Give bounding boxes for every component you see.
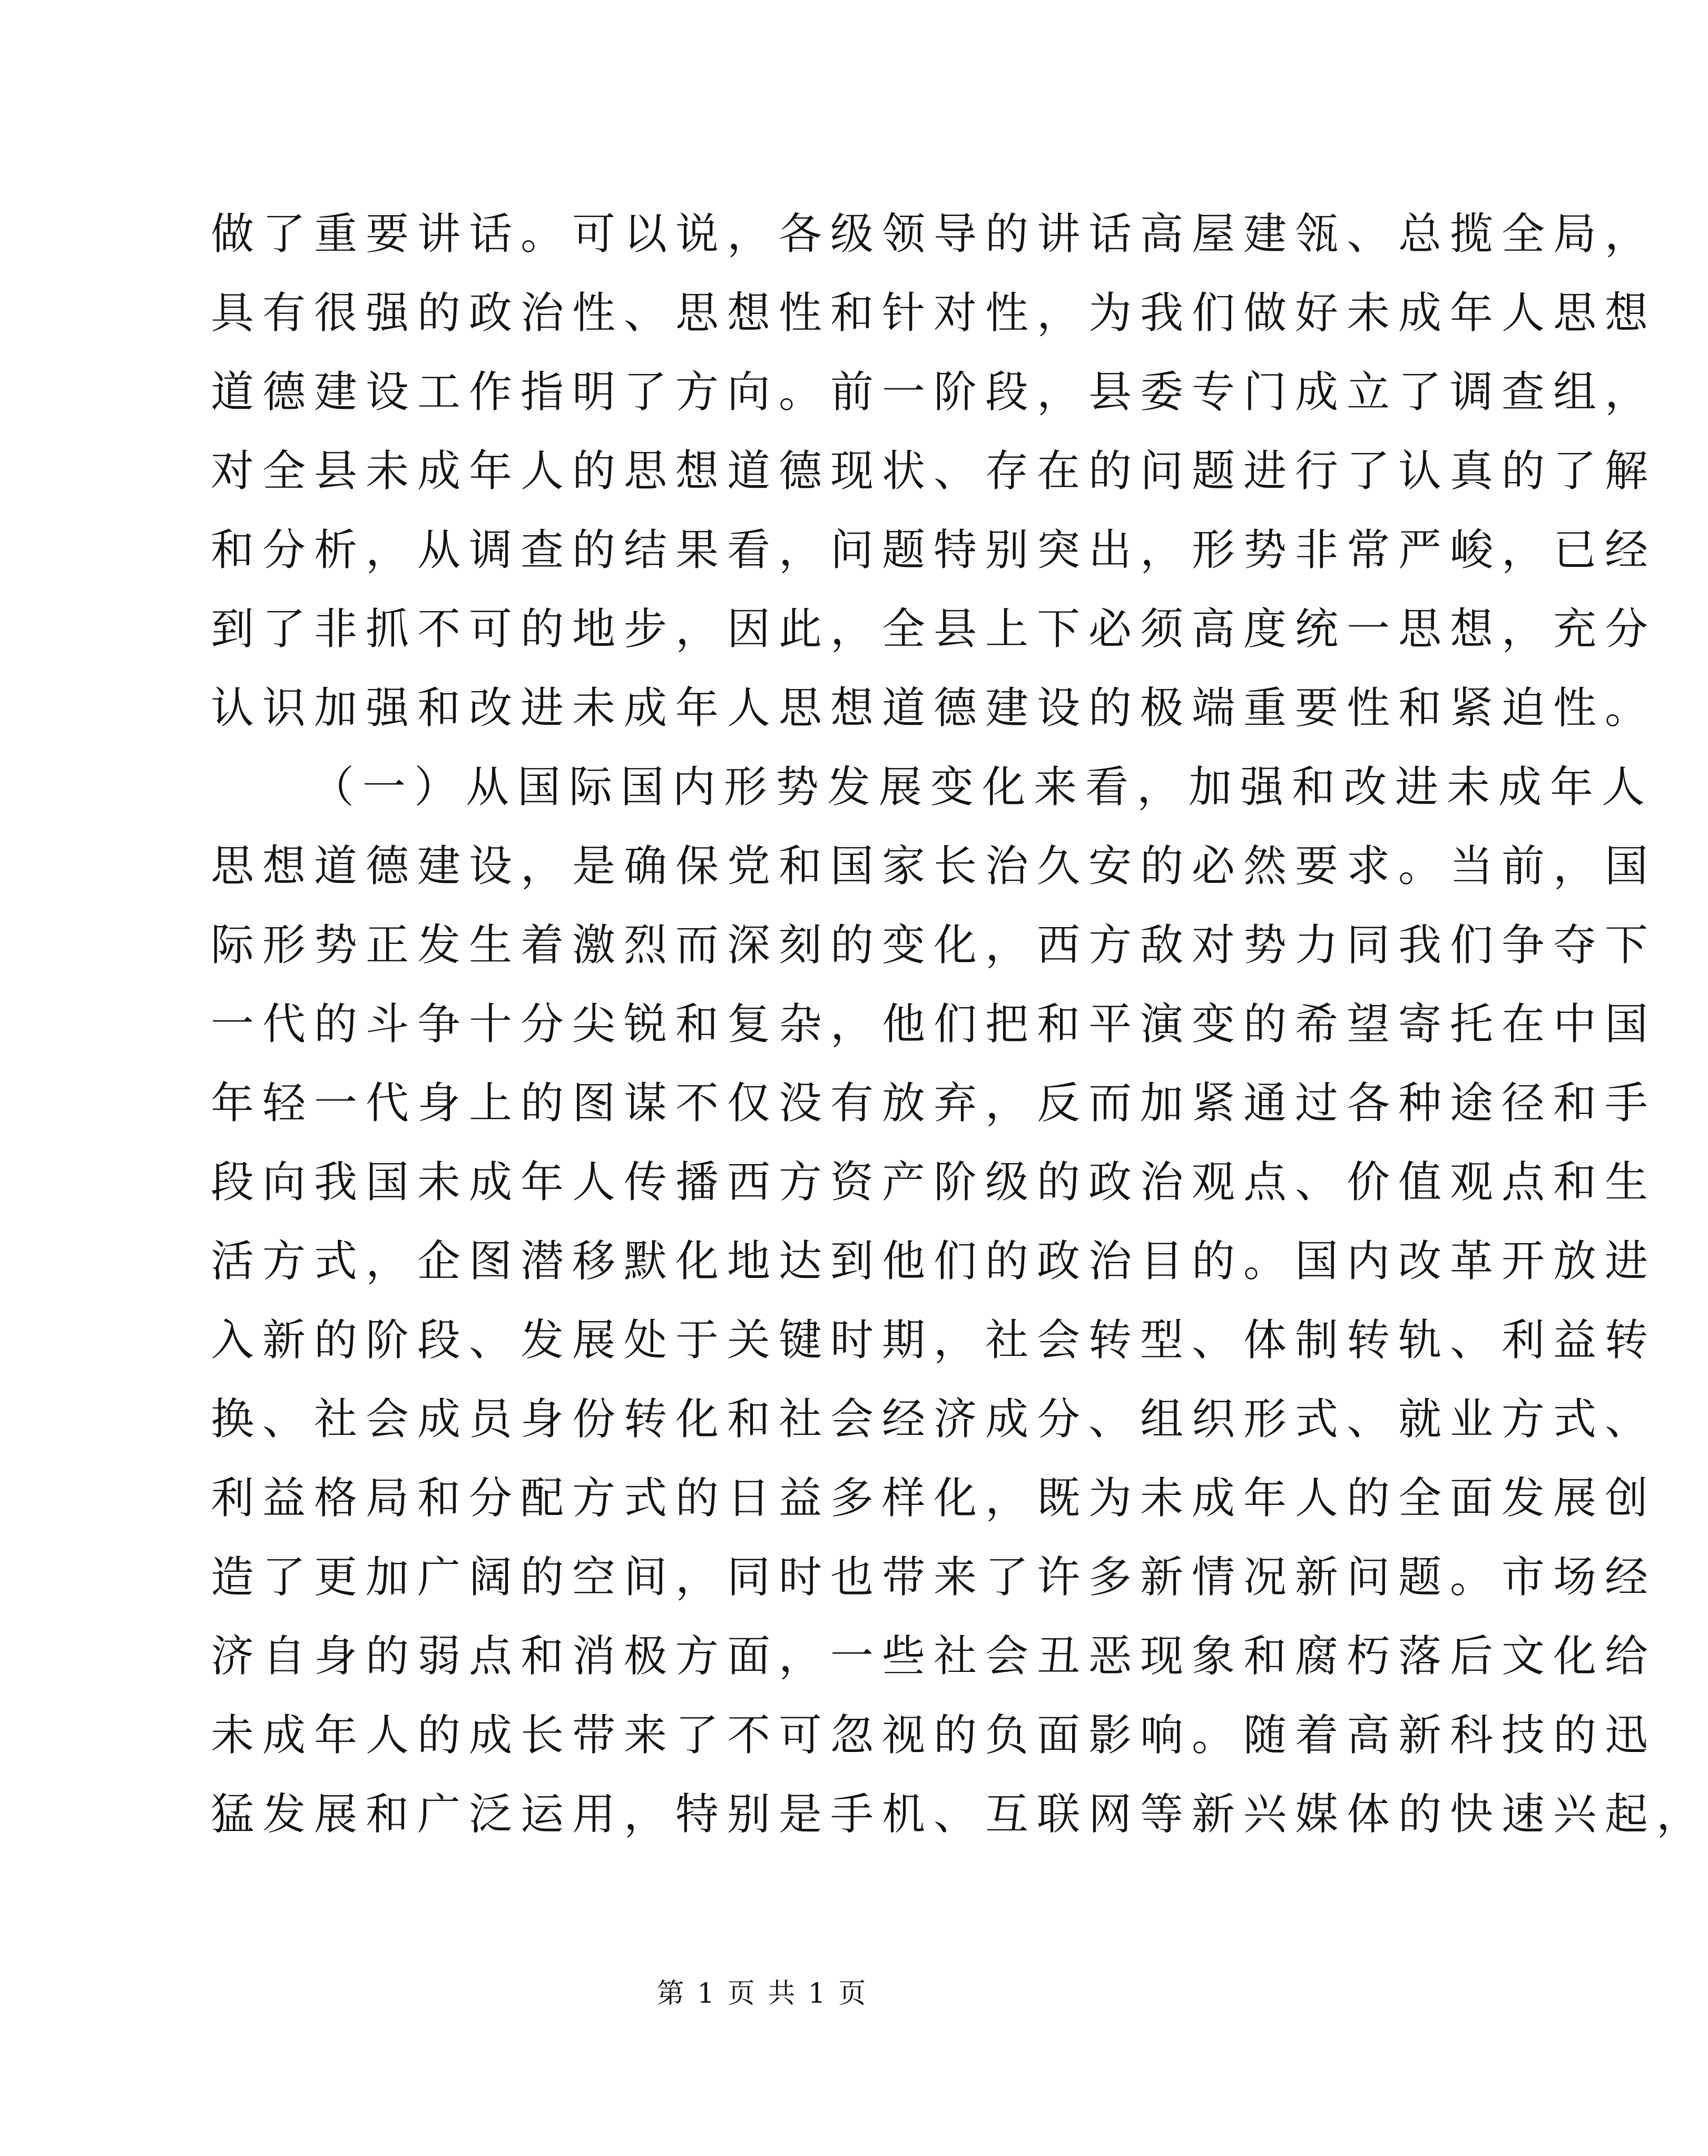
text-line: 道德建设工作指明了方向。前一阶段，县委专门成立了调查组， [211, 367, 1657, 417]
text-line: 未成年人的成长带来了不可忽视的负面影响。随着高新科技的迅 [211, 1710, 1657, 1760]
paragraph-start-line: （一）从国际国内形势发展变化来看，加强和改进未成年人 [311, 762, 1654, 812]
text-line: 和分析，从调查的结果看，问题特别突出，形势非常严峻，已经 [211, 525, 1657, 575]
text-line: 猛发展和广泛运用，特别是手机、互联网等新兴媒体的快速兴起， [211, 1789, 1708, 1839]
text-line: 到了非抓不可的地步，因此，全县上下必须高度统一思想，充分 [211, 604, 1657, 654]
text-line: 造了更加广阔的空间，同时也带来了许多新情况新问题。市场经 [211, 1552, 1657, 1602]
text-line: 际形势正发生着激烈而深刻的变化，西方敌对势力同我们争夺下 [211, 920, 1657, 970]
text-line: 活方式，企图潜移默化地达到他们的政治目的。国内改革开放进 [211, 1236, 1657, 1286]
text-line: 认识加强和改进未成年人思想道德建设的极端重要性和紧迫性。 [211, 683, 1657, 733]
text-line: 思想道德建设，是确保党和国家长治久安的必然要求。当前，国 [211, 841, 1657, 891]
text-line: 换、社会成员身份转化和社会经济成分、组织形式、就业方式、 [211, 1394, 1657, 1444]
body-text [211, 195, 1708, 1854]
text-line: 入新的阶段、发展处于关键时期，社会转型、体制转轨、利益转 [211, 1315, 1657, 1365]
text-line: 段向我国未成年人传播西方资产阶级的政治观点、价值观点和生 [211, 1157, 1657, 1207]
page-number-footer: 第 1 页 共 1 页 [656, 1978, 868, 2010]
text-line: 做了重要讲话。可以说，各级领导的讲话高屋建瓴、总揽全局， [211, 209, 1657, 259]
text-line: 济自身的弱点和消极方面，一些社会丑恶现象和腐朽落后文化给 [211, 1631, 1657, 1681]
text-line: 一代的斗争十分尖锐和复杂，他们把和平演变的希望寄托在中国 [211, 999, 1657, 1049]
text-line: 年轻一代身上的图谋不仅没有放弃，反而加紧通过各种途径和手 [211, 1078, 1657, 1128]
text-line: 利益格局和分配方式的日益多样化，既为未成年人的全面发展创 [211, 1473, 1657, 1523]
text-line: 对全县未成年人的思想道德现状、存在的问题进行了认真的了解 [211, 446, 1657, 496]
text-line: 具有很强的政治性、思想性和针对性，为我们做好未成年人思想 [211, 288, 1657, 338]
